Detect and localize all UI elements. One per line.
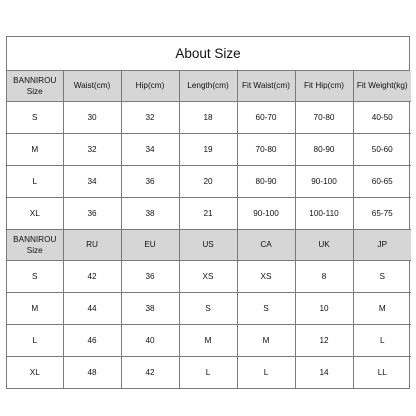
value-cell: 18 xyxy=(179,102,237,134)
value-cell: 36 xyxy=(63,198,121,230)
size-chart xyxy=(6,36,410,389)
header-text: Fit Weight(kg) xyxy=(356,81,408,91)
value-cell: 42 xyxy=(63,261,121,293)
table-row xyxy=(7,261,411,293)
value-cell: 44 xyxy=(63,293,121,325)
header-row xyxy=(7,230,411,261)
header-text: Size xyxy=(26,87,43,96)
header-cell xyxy=(121,71,179,102)
header-text: Length(cm) xyxy=(187,81,229,91)
value-cell: 36 xyxy=(121,166,179,198)
value-cell: 21 xyxy=(179,198,237,230)
value-cell: 34 xyxy=(121,134,179,166)
value-cell: S xyxy=(179,293,237,325)
header-text: CA xyxy=(260,240,272,250)
header-text: Hip(cm) xyxy=(135,81,165,91)
header-text: US xyxy=(202,240,214,250)
value-cell: 40-50 xyxy=(353,102,411,134)
header-cell xyxy=(295,71,353,102)
value-cell: L xyxy=(237,357,295,389)
value-cell: 20 xyxy=(179,166,237,198)
value-cell: 46 xyxy=(63,325,121,357)
header-text: UK xyxy=(318,240,330,250)
header-text: Fit Waist(cm) xyxy=(242,81,290,91)
value-cell: L xyxy=(179,357,237,389)
header-cell xyxy=(63,230,121,261)
value-cell: 80-90 xyxy=(237,166,295,198)
header-cell xyxy=(353,71,411,102)
value-cell: 70-80 xyxy=(237,134,295,166)
value-cell: 30 xyxy=(63,102,121,134)
size-label-cell: L xyxy=(7,325,63,357)
header-text: EU xyxy=(144,240,156,250)
value-cell: 32 xyxy=(121,102,179,134)
value-cell: M xyxy=(179,325,237,357)
value-cell: 36 xyxy=(121,261,179,293)
value-cell: 80-90 xyxy=(295,134,353,166)
size-label-cell: M xyxy=(7,134,63,166)
header-cell xyxy=(295,230,353,261)
value-cell: M xyxy=(353,293,411,325)
value-cell: 10 xyxy=(295,293,353,325)
value-cell: L xyxy=(353,325,411,357)
header-cell xyxy=(7,71,63,102)
value-cell: M xyxy=(237,325,295,357)
value-cell: 38 xyxy=(121,198,179,230)
header-cell xyxy=(121,230,179,261)
value-cell: 90-100 xyxy=(295,166,353,198)
header-cell xyxy=(237,71,295,102)
value-cell: 14 xyxy=(295,357,353,389)
value-cell: 19 xyxy=(179,134,237,166)
header-cell xyxy=(179,71,237,102)
table-row xyxy=(7,166,411,198)
size-label-cell: XL xyxy=(7,357,63,389)
header-text: Size xyxy=(26,246,43,255)
table-row xyxy=(7,102,411,134)
value-cell: 70-80 xyxy=(295,102,353,134)
header-text: Fit Hip(cm) xyxy=(303,81,345,91)
size-table-body xyxy=(7,71,411,388)
value-cell: 48 xyxy=(63,357,121,389)
value-cell: 40 xyxy=(121,325,179,357)
size-label-cell: L xyxy=(7,166,63,198)
value-cell: XS xyxy=(237,261,295,293)
size-label-cell: XL xyxy=(7,198,63,230)
size-label-cell: M xyxy=(7,293,63,325)
header-cell xyxy=(237,230,295,261)
table-row xyxy=(7,293,411,325)
value-cell: 8 xyxy=(295,261,353,293)
value-cell: XS xyxy=(179,261,237,293)
size-table xyxy=(7,71,411,388)
value-cell: 100-110 xyxy=(295,198,353,230)
value-cell: 32 xyxy=(63,134,121,166)
chart-title: About Size xyxy=(7,37,409,71)
value-cell: 12 xyxy=(295,325,353,357)
value-cell: S xyxy=(237,293,295,325)
value-cell: 42 xyxy=(121,357,179,389)
value-cell: 50-60 xyxy=(353,134,411,166)
header-text: RU xyxy=(86,240,98,250)
table-row xyxy=(7,198,411,230)
value-cell: LL xyxy=(353,357,411,389)
header-cell xyxy=(7,230,63,261)
table-row xyxy=(7,325,411,357)
header-row xyxy=(7,71,411,102)
value-cell: 38 xyxy=(121,293,179,325)
table-row xyxy=(7,357,411,389)
value-cell: S xyxy=(353,261,411,293)
value-cell: 60-65 xyxy=(353,166,411,198)
value-cell: 60-70 xyxy=(237,102,295,134)
size-label-cell: S xyxy=(7,261,63,293)
header-text: Waist(cm) xyxy=(73,81,111,91)
size-label-cell: S xyxy=(7,102,63,134)
value-cell: 65-75 xyxy=(353,198,411,230)
value-cell: 90-100 xyxy=(237,198,295,230)
header-text: JP xyxy=(377,240,388,250)
header-cell xyxy=(353,230,411,261)
header-text: BANNIROU xyxy=(13,234,57,244)
header-cell xyxy=(179,230,237,261)
header-cell xyxy=(63,71,121,102)
header-text: BANNIROU xyxy=(13,75,57,85)
value-cell: 34 xyxy=(63,166,121,198)
table-row xyxy=(7,134,411,166)
